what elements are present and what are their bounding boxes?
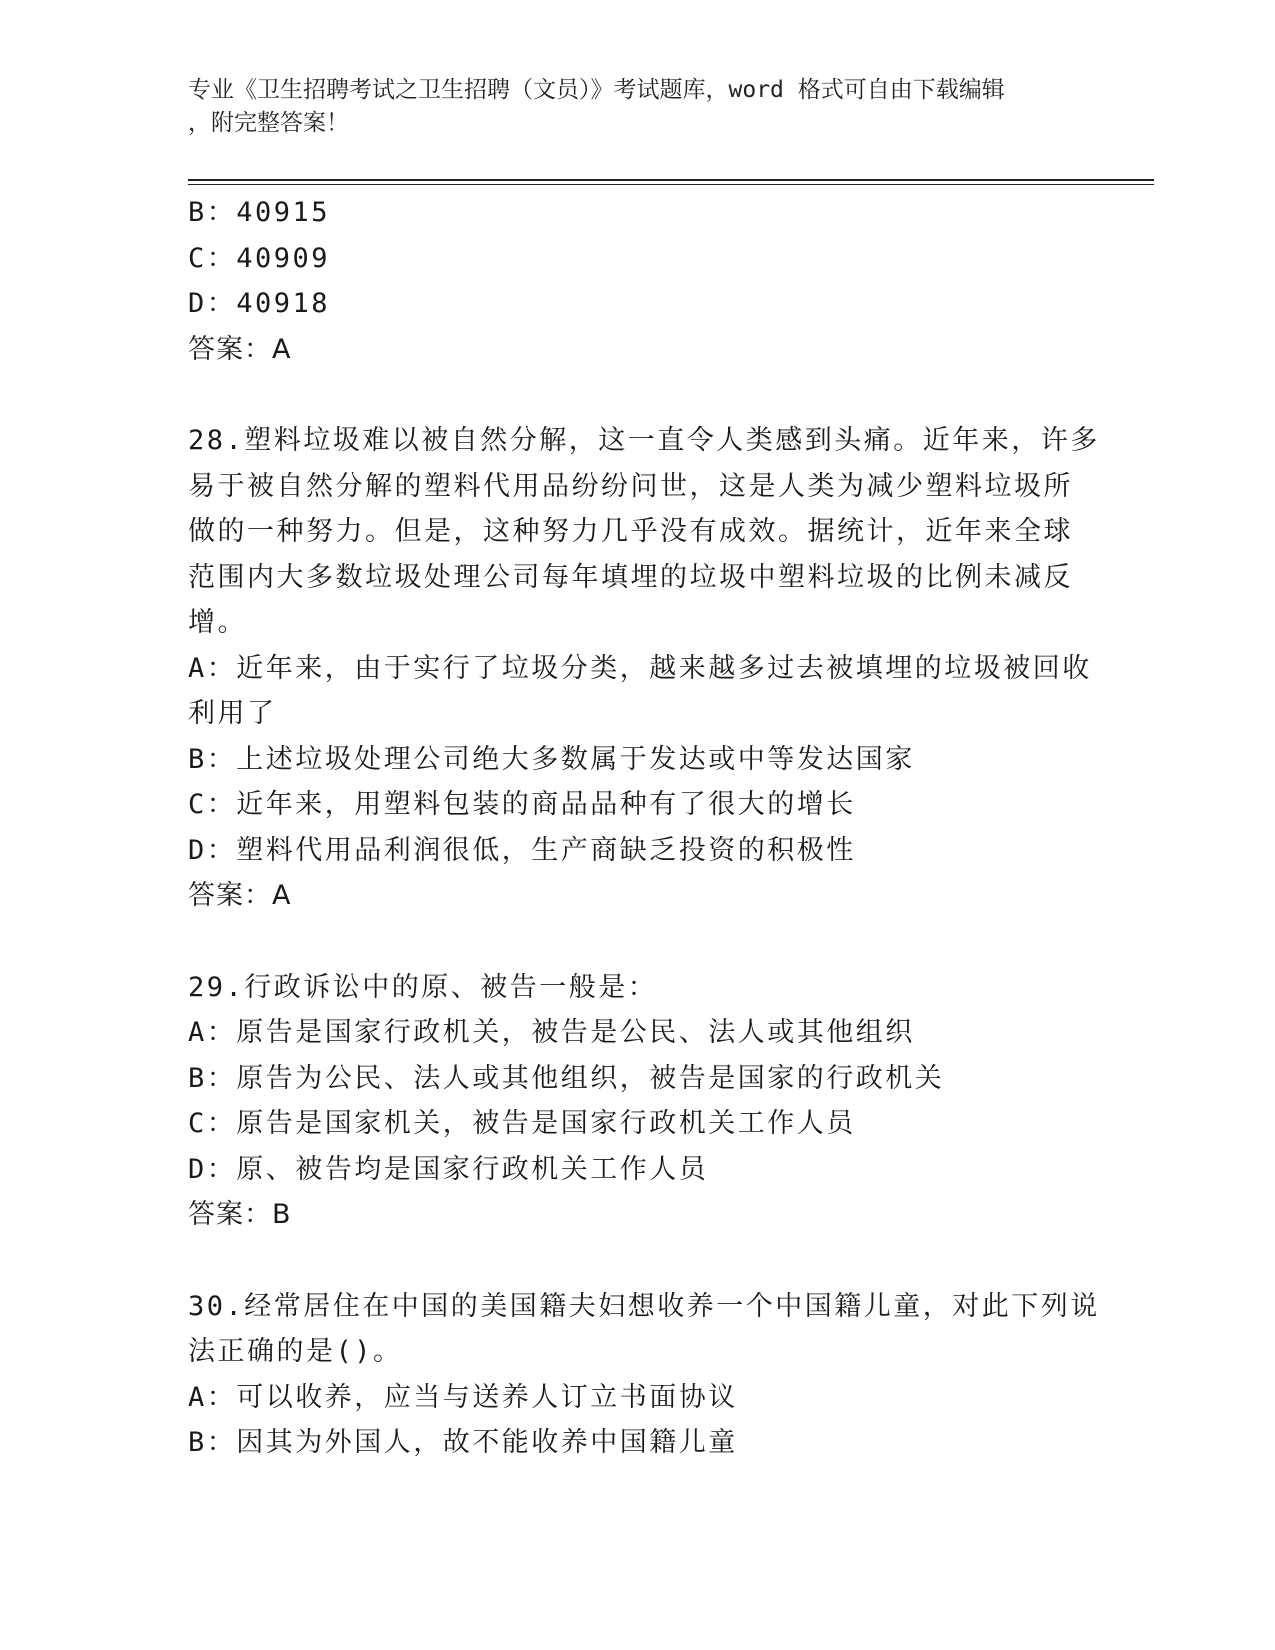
option-a: A：可以收养，应当与送养人订立书面协议 xyxy=(188,1381,738,1413)
header-rule-thick xyxy=(188,179,1154,181)
question-28 xyxy=(188,418,1100,919)
question-stem-line: 28.塑料垃圾难以被自然分解，这一直令人类感到头痛。近年来，许多 xyxy=(188,425,1100,456)
question-30 xyxy=(188,1284,1100,1466)
option-a-continued: 利用了 xyxy=(188,698,277,729)
question-stem-line: 29.行政诉讼中的原、被告一般是： xyxy=(188,971,658,1003)
option-c: C：40909 xyxy=(188,242,331,274)
question-stem-line: 法正确的是()。 xyxy=(188,1336,403,1367)
option-d: D：原、被告均是国家行政机关工作人员 xyxy=(188,1153,709,1185)
question-stem-line: 易于被自然分解的塑料代用品纷纷问世，这是人类为减少塑料垃圾所 xyxy=(188,470,1073,502)
question-stem-line: 增。 xyxy=(188,607,247,638)
option-d: D：塑料代用品利润很低，生产商缺乏投资的积极性 xyxy=(188,834,856,866)
answer-line: 答案：A xyxy=(188,880,292,911)
answer-line: 答案：A xyxy=(188,333,292,365)
option-c: C：近年来，用塑料包装的商品品种有了很大的增长 xyxy=(188,789,856,820)
option-b: B：40915 xyxy=(188,197,331,228)
option-b: B：因其为外国人，故不能收养中国籍儿童 xyxy=(188,1427,738,1458)
document-header xyxy=(188,74,1068,140)
option-a: A：近年来，由于实行了垃圾分类，越来越多过去被填埋的垃圾被回收 xyxy=(188,652,1092,684)
option-d: D：40918 xyxy=(188,288,331,319)
option-c: C：原告是国家机关，被告是国家行政机关工作人员 xyxy=(188,1108,856,1139)
header-line-1: 专业《卫生招聘考试之卫生招聘（文员）》考试题库，word 格式可自由下载编辑 xyxy=(188,77,1005,103)
answer-line: 答案：B xyxy=(188,1199,292,1230)
option-b: B：原告为公民、法人或其他组织，被告是国家的行政机关 xyxy=(188,1062,945,1094)
header-line-2: ，附完整答案！ xyxy=(188,110,349,136)
option-b: B：上述垃圾处理公司绝大多数属于发达或中等发达国家 xyxy=(188,743,915,775)
question-stem-line: 范围内大多数垃圾处理公司每年填埋的垃圾中塑料垃圾的比例未减反 xyxy=(188,561,1073,593)
question-stem-line: 做的一种努力。但是，这种努力几乎没有成效。据统计，近年来全球 xyxy=(188,516,1073,547)
question-27 xyxy=(188,190,1078,372)
question-stem-line: 30.经常居住在中国的美国籍夫妇想收养一个中国籍儿童，对此下列说 xyxy=(188,1290,1100,1322)
question-29 xyxy=(188,965,1078,1238)
question-list xyxy=(188,190,1100,1466)
option-a: A：原告是国家行政机关，被告是公民、法人或其他组织 xyxy=(188,1017,915,1048)
header-rule-thin xyxy=(188,184,1154,185)
